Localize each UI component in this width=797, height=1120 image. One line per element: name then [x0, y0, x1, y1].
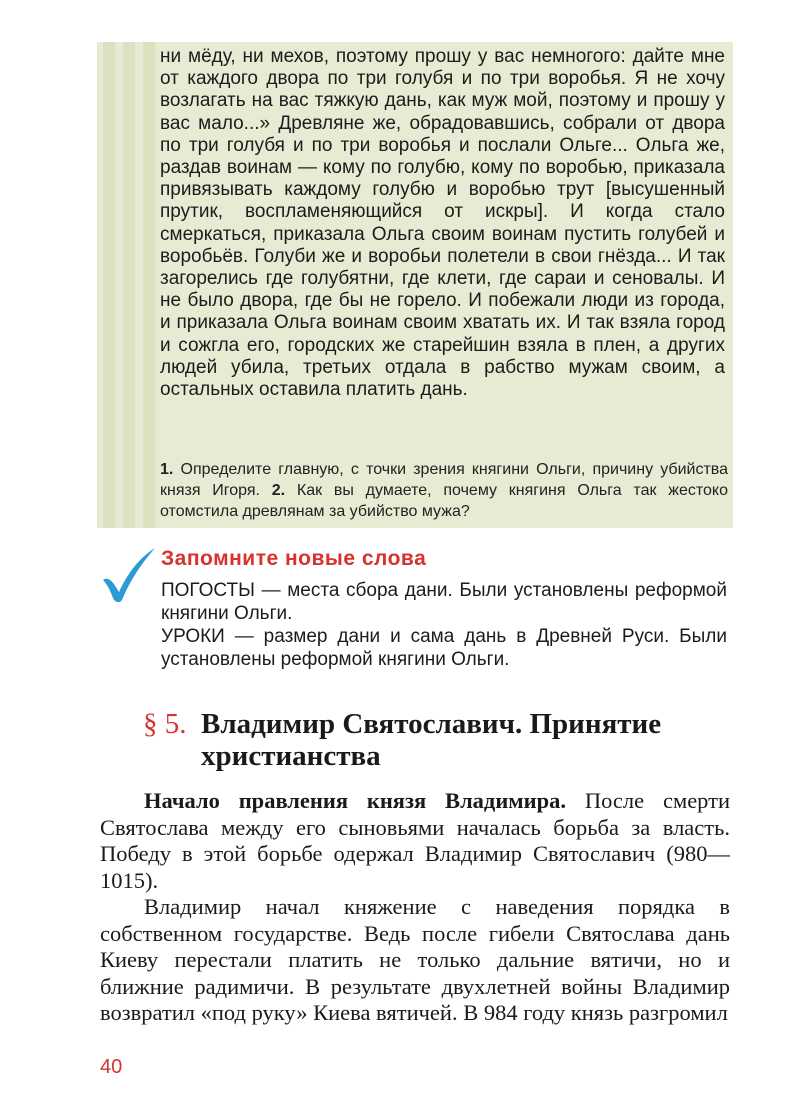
chapter-title: Владимир Святославич. Принятие христианства	[201, 708, 662, 772]
question-2-number: 2.	[271, 482, 286, 499]
source-paragraph: ни мёду, ни мехов, поэтому прошу у вас немногого: дайте мне от каждого двора по три голубя и по три воробья. Я не хочу возлагать на вас тяжкую дань, как муж мой, поэтому и прошу у вас мало...» Древляне же, обрадовавшись, собрали от двора по три голубя и по три воробья и послали Ольге... Ольга же, раздав воинам — кому по голубю, кому по воробью, приказала привязывать каждому голубю и воробью трут [высушенный прутик, воспламеняющийся от искры]. И когда стало смеркаться, приказала Ольга своим воинам пустить голубей и воробьёв. Голуби же и воробьи полетели в свои гнёзда... И так загорелись где голубятни, где клети, где сараи и сеновалы. И не было двора, где бы не горело. И побежали люди из города, и приказала Ольга воинам своим хватать их. И так взяла город и сожгла его, городских же старейшин взяла в плен, а других людей убила, третьих отдала в рабство мужам своим, а остальных оставила платить дань.	[160, 46, 725, 401]
paragraph-1-text: После смерти Святослава между его сыновьями началась борьба за власть. Победу в этой борьбе одержал Владимир Святославич (980—1015).	[100, 788, 731, 893]
section-subheading: Начало правления князя Владимира.	[144, 788, 566, 813]
term-uroki: УРОКИ — размер дани и сама дань в Древней Руси. Были установлены реформой княгини Ольги.	[161, 626, 727, 670]
page-number: 40	[100, 1056, 123, 1078]
main-text	[100, 788, 730, 1027]
questions-block	[160, 459, 728, 522]
main-paragraph-2: Владимир начал княжение с наведения порядка в собственном государстве. Ведь после гибели Святослава дань Киеву перестали платить не только дальние вятичи, но и ближние радимичи. В результате двухлетней войны Владимир возвратил «под руку» Киева вятичей. В 984 году князь разгромил	[100, 894, 730, 1025]
decorative-stripe	[123, 42, 135, 528]
remember-terms	[161, 579, 727, 671]
remember-heading: Запомните новые слова	[161, 547, 427, 570]
decorative-stripe	[143, 42, 155, 528]
question-1-number: 1.	[160, 461, 174, 478]
term-pogosty: ПОГОСТЫ — места сбора дани. Были установлены реформой княгини Ольги.	[161, 580, 727, 624]
checkmark-icon	[97, 544, 159, 606]
decorative-stripe	[103, 42, 115, 528]
question-2-text: Как вы думаете, почему княгиня Ольга так жестоко отомстила древлянам за убийство мужа?	[160, 482, 728, 520]
paragraph-number: § 5.	[143, 708, 187, 740]
source-quote-text	[160, 46, 725, 401]
source-quote-box	[97, 42, 733, 528]
question-1-text: Определите главную, с точки зрения княгини Ольги, причину убийства князя Игоря.	[160, 461, 728, 499]
main-paragraph-1	[100, 788, 730, 894]
